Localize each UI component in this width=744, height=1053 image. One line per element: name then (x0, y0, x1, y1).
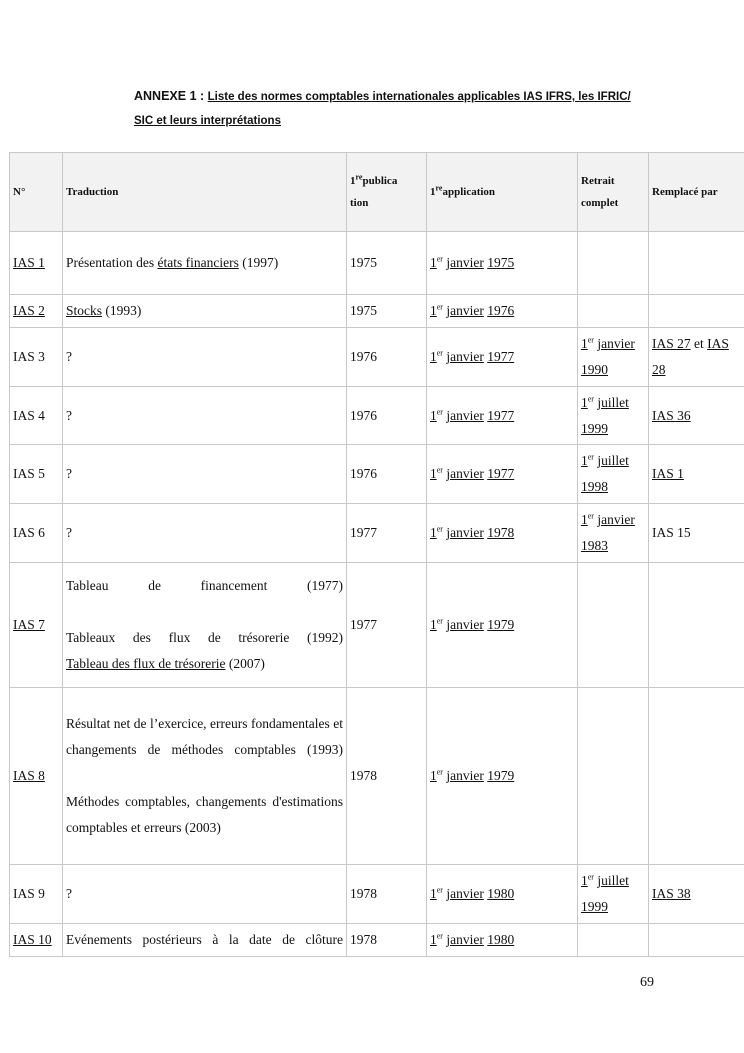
col-header-traduction: Traduction (63, 153, 347, 232)
table-row: IAS 3 ? 1976 1er janvier 1977 1er janvier 1990 IAS 27 et IAS 28 (10, 328, 744, 387)
col-header-num: N° (10, 153, 63, 232)
col-header-retrait: Retrait complet (578, 153, 649, 232)
standard-link[interactable]: IAS 8 (13, 768, 45, 783)
replacement-link[interactable]: IAS 36 (652, 407, 691, 423)
table-row: IAS 7 Tableau de financement (1977) Tableaux des flux de trésorerie (1992) Tableau des flux de trésorerie (2007) 1977 1er janvier 1979 (10, 563, 744, 688)
table-row: IAS 1 Présentation des états financiers (1997) 1975 1er janvier 1975 (10, 232, 744, 295)
table-header-row (10, 153, 744, 232)
table-row: IAS 6 ? 1977 1er janvier 1978 1er janvier 1983 IAS 15 (10, 504, 744, 563)
page-number: 69 (640, 975, 654, 990)
replacement-link[interactable]: IAS 1 (652, 466, 684, 481)
table-row: IAS 9 ? 1978 1er janvier 1980 1er juillet 1999 IAS 38 (10, 865, 744, 924)
col-header-application: 1reapplication (427, 153, 578, 232)
standard-link[interactable]: IAS 10 (13, 932, 52, 947)
annex-title-line2: SIC et leurs interprétations (134, 115, 281, 127)
table-row: IAS 4 ? 1976 1er janvier 1977 1er juillet 1999 IAS 36 (10, 387, 744, 445)
table-row: IAS 5 ? 1976 1er janvier 1977 1er juillet 1998 IAS 1 (10, 445, 744, 504)
table-row: IAS 10 Evénements postérieurs à la date de clôture 1978 1er janvier 1980 (10, 924, 744, 957)
replacement-link[interactable]: IAS 38 (652, 886, 691, 901)
annex-label: ANNEXE 1 : (134, 89, 208, 103)
standard-link[interactable]: IAS 1 (13, 255, 45, 270)
term-link[interactable]: Stocks (66, 303, 103, 318)
term-link[interactable]: états financiers (157, 255, 239, 270)
standards-table (9, 152, 744, 957)
annex-title-line1: Liste des normes comptables internationales applicables IAS IFRS, les IFRIC/ (207, 91, 631, 103)
replacement-link[interactable]: IAS (707, 336, 729, 351)
standard-link[interactable]: IAS 7 (13, 617, 45, 632)
standard-link[interactable]: IAS 2 (13, 303, 45, 318)
table-row: IAS 8 Résultat net de l’exercice, erreurs fondamentales et changements de méthodes comptables (1993) Méthodes comptables, changements d'estimations comptables et erreurs (2003) 1978 1er janvier 1979 (10, 688, 744, 865)
col-header-remplace: Remplacé par (649, 153, 744, 232)
replacement-link[interactable]: IAS 27 (652, 336, 691, 351)
table-row: IAS 2 Stocks (1993) 1975 1er janvier 1976 (10, 295, 744, 328)
annex-title (134, 89, 631, 103)
term-link[interactable]: Tableau des flux de trésorerie (66, 656, 226, 671)
col-header-publication: 1republica tion (347, 153, 427, 232)
